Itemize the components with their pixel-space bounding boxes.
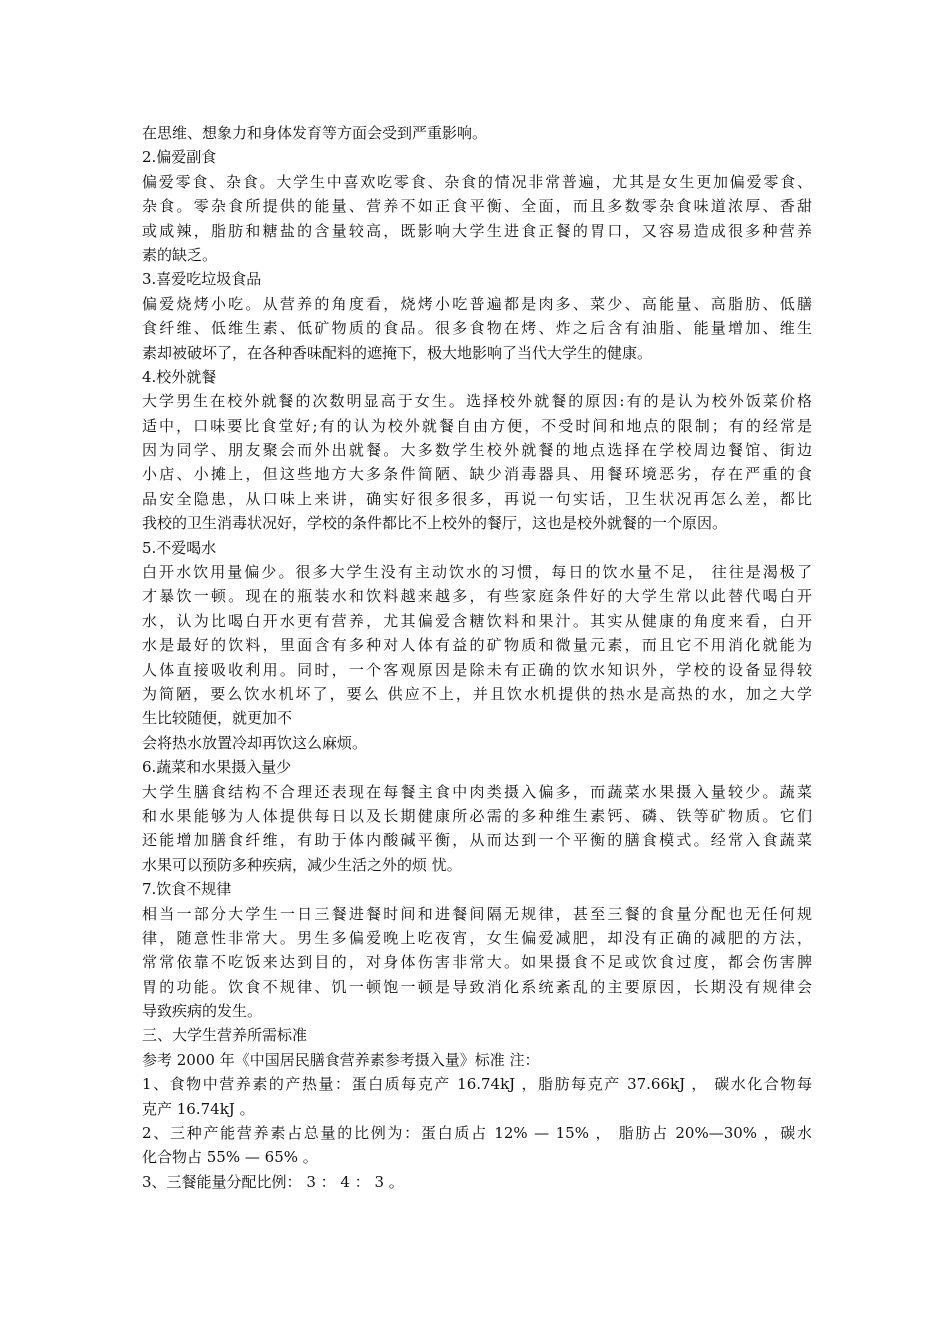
text-line: 杂食。零杂食所提供的能量、营养不如正食平衡、全面，而且多数零杂食味道浓厚、香甜 bbox=[142, 197, 812, 216]
text-line: 适中，口味要比食堂好;有的认为校外就餐自由方便，不受时间和地点的限制；有的经常是 bbox=[142, 416, 812, 435]
text-line: 2、三种产能营养素占总量的比例为：蛋白质占 12% — 15% ， 脂肪占 20%—30% ，碳水 bbox=[142, 1124, 812, 1143]
text-line: 在思维、想象力和身体发育等方面会受到严重影响。 bbox=[142, 124, 488, 142]
text-line: 水，认为比喝白开水更有营养，尤其偏爱含糖饮料和果汁。其实从健康的角度来看，白开 bbox=[142, 611, 812, 630]
section-heading: 三、大学生营养所需标准 bbox=[142, 1026, 308, 1045]
text-line: 为简陋，要么饮水机坏了，要么 供应不上，并且饮水机提供的热水是高热的水，加之大学 bbox=[142, 684, 812, 703]
document-body bbox=[142, 121, 812, 1194]
section-heading: 6.蔬菜和水果摄入量少 bbox=[142, 758, 292, 777]
section-heading: 3.喜爱吃垃圾食品 bbox=[142, 270, 262, 289]
text-line: 素的缺乏。 bbox=[142, 245, 218, 264]
text-line: 1、食物中营养素的产热量：蛋白质每克产 16.74kJ ，脂肪每克产 37.66kJ ， 碳水化合物每 bbox=[142, 1075, 812, 1094]
section-heading: 7.饮食不规律 bbox=[142, 880, 232, 899]
text-line: 会将热水放置冷却再饮这么麻烦。 bbox=[142, 733, 368, 752]
text-line: 常常依靠不吃饭来达到目的，对身体伤害非常大。如果摄食不足或饮食过度，都会伤害脾 bbox=[142, 953, 812, 972]
section-heading: 4.校外就餐 bbox=[142, 367, 217, 386]
text-line: 导致疾病的发生。 bbox=[142, 1002, 263, 1021]
text-line: 还能增加膳食纤维，有助于体内酸碱平衡，从而达到一个平衡的膳食模式。经常入食蔬菜 bbox=[142, 831, 812, 850]
text-line: 因为同学、朋友聚会而外出就餐。大多数学生校外就餐的地点选择在学校周边餐馆、街边 bbox=[142, 441, 812, 460]
text-line: 水果可以预防多种疾病，减少生活之外的烦 忧。 bbox=[142, 855, 462, 874]
text-line: 大学男生在校外就餐的次数明显高于女生。选择校外就餐的原因:有的是认为校外饭菜价格 bbox=[142, 392, 812, 411]
text-line: 律，随意性非常大。男生多偏爱晚上吃夜宵，女生偏爱减肥，却没有正确的减肥的方法， bbox=[142, 928, 812, 947]
text-line: 小店、小摊上，但这些地方大多条件简陋、缺少消毒器具、用餐环境恶劣，存在严重的食 bbox=[142, 465, 812, 484]
text-line: 相当一部分大学生一日三餐进餐时间和进餐间隔无规律，甚至三餐的食量分配也无任何规 bbox=[142, 904, 812, 923]
text-line: 克产 16.74kJ 。 bbox=[142, 1099, 255, 1118]
text-line: 大学生膳食结构不合理还表现在每餐主食中肉类摄入偏多，而蔬菜水果摄入量较少。蔬菜 bbox=[142, 782, 812, 801]
text-line: 我校的卫生消毒状况好，学校的条件都比不上校外的餐厅，这也是校外就餐的一个原因。 bbox=[142, 514, 728, 533]
text-line: 生比较随便，就更加不 bbox=[142, 709, 293, 728]
text-line: 3、三餐能量分配比例： 3 ： 4 ： 3 。 bbox=[142, 1172, 404, 1191]
text-line: 才暴饮一顿。现在的瓶装水和饮料越来越多，有些家庭条件好的大学生常以此替代喝白开 bbox=[142, 587, 812, 606]
text-line: 品安全隐患，从口味上来讲，确实好很多很多，再说一句实话，卫生状况再怎么差，都比 bbox=[142, 489, 812, 508]
text-line: 化合物占 55% — 65% 。 bbox=[142, 1148, 318, 1167]
text-line: 食纤维、低维生素、低矿物质的食品。很多食物在烤、炸之后含有油脂、能量增加、维生 bbox=[142, 319, 812, 338]
section-heading: 5.不爱喝水 bbox=[142, 538, 217, 557]
text-line: 素却被破坏了，在各种香味配料的遮掩下，极大地影响了当代大学生的健康。 bbox=[142, 343, 653, 362]
text-line: 或咸辣，脂肪和糖盐的含量较高，既影响大学生进食正餐的胃口，又容易造成很多种营养 bbox=[142, 221, 812, 240]
text-line: 胃的功能。饮食不规律、饥一顿饱一顿是导致消化系统紊乱的主要原因，长期没有规律会 bbox=[142, 977, 812, 996]
text-line: 水是最好的饮料，里面含有多种对人体有益的矿物质和微量元素，而且它不用消化就能为 bbox=[142, 636, 812, 655]
text-line: 参考 2000 年《中国居民膳食营养素参考摄入量》标准 注： bbox=[142, 1050, 540, 1069]
text-line: 偏爱烧烤小吃。从营养的角度看，烧烤小吃普遍都是肉多、菜少、高能量、高脂肪、低膳 bbox=[142, 294, 812, 313]
text-line: 白开水饮用量偏少。很多大学生没有主动饮水的习惯，每日的饮水量不足， 往往是渴极了 bbox=[142, 563, 812, 582]
text-line: 和水果能够为人体提供每日以及长期健康所必需的多种维生素钙、磷、铁等矿物质。它们 bbox=[142, 806, 812, 825]
text-line: 人体直接吸收利用。同时，一个客观原因是除未有正确的饮水知识外，学校的设备显得较 bbox=[142, 660, 812, 679]
text-line: 偏爱零食、杂食。大学生中喜欢吃零食、杂食的情况非常普遍，尤其是女生更加偏爱零食、 bbox=[142, 172, 812, 191]
section-heading: 2.偏爱副食 bbox=[142, 148, 217, 167]
